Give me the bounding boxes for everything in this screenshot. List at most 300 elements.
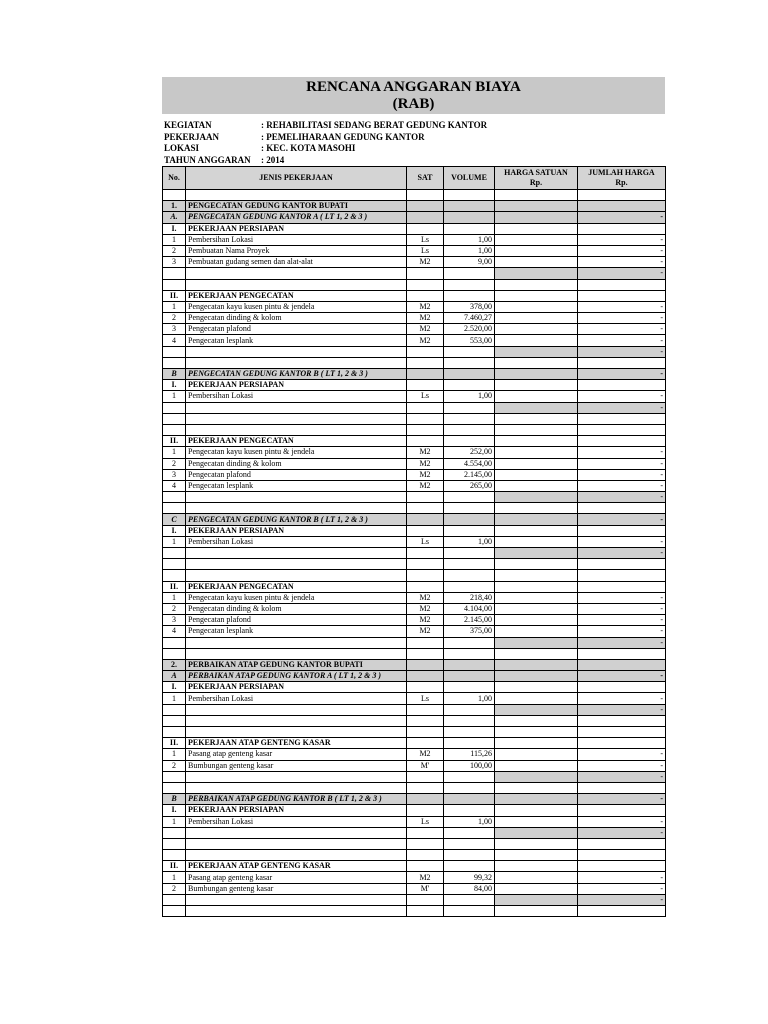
cell-sat [407, 794, 444, 805]
cell-harga-satuan [495, 816, 578, 827]
cell-jenis-pekerjaan [186, 894, 407, 905]
cell-no: 1 [163, 391, 186, 402]
cell-harga-satuan [495, 749, 578, 760]
cell-jenis-pekerjaan: Pengecatan lesplank [186, 480, 407, 491]
cell-harga-satuan [495, 727, 578, 738]
cell-no: 2 [163, 245, 186, 256]
cell-sat [407, 268, 444, 279]
cell-jumlah-harga [578, 659, 666, 670]
cell-sat [407, 369, 444, 380]
cell-no [163, 279, 186, 290]
cell-jumlah-harga [578, 805, 666, 816]
cell-jumlah-harga [578, 190, 666, 201]
group-row [163, 380, 666, 391]
cell-no [163, 771, 186, 782]
cell-harga-satuan [495, 592, 578, 603]
cell-volume [444, 436, 495, 447]
cell-sat [407, 190, 444, 201]
cell-volume [444, 659, 495, 670]
cell-sat: Ls [407, 391, 444, 402]
cell-volume: 1,00 [444, 245, 495, 256]
cell-harga-satuan [495, 335, 578, 346]
cell-volume [444, 503, 495, 514]
cell-jumlah-harga: - [578, 245, 666, 256]
cell-sat [407, 738, 444, 749]
cell-volume: 1,00 [444, 391, 495, 402]
cell-volume: 1,00 [444, 693, 495, 704]
cell-jumlah-harga: - [578, 894, 666, 905]
cell-no [163, 715, 186, 726]
cell-no: II. [163, 581, 186, 592]
cell-harga-satuan [495, 559, 578, 570]
item-row [163, 469, 666, 480]
info-value: : 2014 [261, 154, 285, 165]
cell-harga-satuan [495, 671, 578, 682]
cell-volume [444, 268, 495, 279]
cell-volume [444, 548, 495, 559]
cell-harga-satuan [495, 648, 578, 659]
cell-no [163, 559, 186, 570]
cell-jenis-pekerjaan [186, 715, 407, 726]
cell-jumlah-harga [578, 279, 666, 290]
cell-sat: M2 [407, 301, 444, 312]
cell-harga-satuan [495, 492, 578, 503]
cell-sat [407, 413, 444, 424]
cell-jenis-pekerjaan: PENGECATAN GEDUNG KANTOR BUPATI [186, 201, 407, 212]
item-row [163, 816, 666, 827]
cell-jenis-pekerjaan: Pasang atap genteng kasar [186, 872, 407, 883]
cell-volume [444, 906, 495, 917]
cell-volume [444, 805, 495, 816]
cell-no: B [163, 794, 186, 805]
blank-row [163, 413, 666, 424]
cell-volume [444, 738, 495, 749]
cell-jenis-pekerjaan [186, 268, 407, 279]
cell-no [163, 424, 186, 435]
cell-jenis-pekerjaan [186, 704, 407, 715]
cell-sat: M2 [407, 749, 444, 760]
cell-jumlah-harga [578, 223, 666, 234]
cell-no: 4 [163, 480, 186, 491]
cell-volume: 1,00 [444, 816, 495, 827]
subtotal-row [163, 771, 666, 782]
cell-jumlah-harga: - [578, 671, 666, 682]
cell-jenis-pekerjaan [186, 279, 407, 290]
cell-harga-satuan [495, 794, 578, 805]
cell-harga-satuan [495, 301, 578, 312]
cell-volume [444, 827, 495, 838]
info-row-pekerjaan [164, 132, 487, 144]
cell-sat [407, 279, 444, 290]
cell-jenis-pekerjaan: PEKERJAAN ATAP GENTENG KASAR [186, 861, 407, 872]
cell-harga-satuan [495, 402, 578, 413]
cell-volume [444, 525, 495, 536]
cell-sat [407, 223, 444, 234]
item-row [163, 536, 666, 547]
cell-volume [444, 424, 495, 435]
subsection-row [163, 671, 666, 682]
cell-sat [407, 548, 444, 559]
cell-jumlah-harga: - [578, 301, 666, 312]
cell-volume: 2.520,00 [444, 324, 495, 335]
cell-jenis-pekerjaan: PEKERJAAN ATAP GENTENG KASAR [186, 738, 407, 749]
cell-harga-satuan [495, 603, 578, 614]
cell-no: 2 [163, 458, 186, 469]
header-jenis-pekerjaan: JENIS PEKERJAAN [186, 167, 407, 190]
cell-jumlah-harga: - [578, 458, 666, 469]
cell-no: I. [163, 380, 186, 391]
cell-no: II. [163, 290, 186, 301]
cell-sat [407, 648, 444, 659]
cell-no [163, 268, 186, 279]
cell-jenis-pekerjaan: Pasang atap genteng kasar [186, 749, 407, 760]
cell-no [163, 492, 186, 503]
blank-row [163, 190, 666, 201]
cell-volume: 7.460,27 [444, 313, 495, 324]
cell-harga-satuan [495, 424, 578, 435]
cell-no: 1 [163, 536, 186, 547]
cell-jenis-pekerjaan: PENGECATAN GEDUNG KANTOR B ( LT 1, 2 & 3 ) [186, 514, 407, 525]
cell-jenis-pekerjaan: Pengecatan kayu kusen pintu & jendela [186, 301, 407, 312]
cell-harga-satuan [495, 257, 578, 268]
cell-jenis-pekerjaan: Pembersihan Lokasi [186, 693, 407, 704]
cell-volume [444, 637, 495, 648]
cell-harga-satuan [495, 268, 578, 279]
cell-jumlah-harga [578, 738, 666, 749]
cell-volume [444, 357, 495, 368]
cell-sat [407, 850, 444, 861]
cell-volume [444, 838, 495, 849]
cell-jenis-pekerjaan [186, 357, 407, 368]
cell-volume: 100,00 [444, 760, 495, 771]
cell-jumlah-harga: - [578, 704, 666, 715]
cell-volume [444, 492, 495, 503]
cell-volume: 2.145,00 [444, 615, 495, 626]
cell-volume [444, 682, 495, 693]
cell-volume [444, 715, 495, 726]
cell-jumlah-harga: - [578, 548, 666, 559]
cell-sat [407, 715, 444, 726]
cell-sat: M2 [407, 592, 444, 603]
cell-volume: 265,00 [444, 480, 495, 491]
cell-jenis-pekerjaan: Pembersihan Lokasi [186, 391, 407, 402]
cell-jumlah-harga: - [578, 313, 666, 324]
cell-harga-satuan [495, 201, 578, 212]
cell-harga-satuan [495, 290, 578, 301]
cell-jumlah-harga [578, 525, 666, 536]
header-jumlah-harga [578, 167, 666, 190]
blank-row [163, 782, 666, 793]
cell-jenis-pekerjaan: Pembuatan gudang semen dan alat-alat [186, 257, 407, 268]
cell-sat [407, 827, 444, 838]
cell-jenis-pekerjaan: PEKERJAAN PERSIAPAN [186, 525, 407, 536]
group-row [163, 682, 666, 693]
cell-volume: 553,00 [444, 335, 495, 346]
cell-jumlah-harga: - [578, 447, 666, 458]
document-title-box [162, 77, 665, 114]
cell-volume [444, 794, 495, 805]
cell-sat [407, 212, 444, 223]
header-jumlah-harga-unit: Rp. [615, 178, 628, 187]
info-value: : KEC. KOTA MASOHI [261, 143, 356, 153]
cell-harga-satuan [495, 436, 578, 447]
cell-no: 3 [163, 324, 186, 335]
cell-jenis-pekerjaan: Pengecatan plafond [186, 469, 407, 480]
cell-jenis-pekerjaan: PEKERJAAN PENGECATAN [186, 436, 407, 447]
cell-sat [407, 838, 444, 849]
header-volume: VOLUME [444, 167, 495, 190]
cell-no: 1 [163, 234, 186, 245]
cell-jenis-pekerjaan [186, 548, 407, 559]
cell-no: 3 [163, 469, 186, 480]
cell-sat: M' [407, 760, 444, 771]
cell-sat: M2 [407, 480, 444, 491]
cell-jumlah-harga: - [578, 626, 666, 637]
info-value: : PEMELIHARAAN GEDUNG KANTOR [261, 131, 425, 142]
cell-volume [444, 782, 495, 793]
group-row [163, 861, 666, 872]
cell-sat [407, 906, 444, 917]
cell-jumlah-harga [578, 559, 666, 570]
cell-harga-satuan [495, 234, 578, 245]
cell-sat: M2 [407, 335, 444, 346]
cell-jumlah-harga [578, 906, 666, 917]
cell-jumlah-harga: - [578, 234, 666, 245]
subsection-row [163, 794, 666, 805]
cell-harga-satuan [495, 715, 578, 726]
cell-jenis-pekerjaan: PERBAIKAN ATAP GEDUNG KANTOR B ( LT 1, 2 & 3 ) [186, 794, 407, 805]
cell-jenis-pekerjaan: PEKERJAAN PERSIAPAN [186, 223, 407, 234]
group-row [163, 290, 666, 301]
cell-no: 2 [163, 883, 186, 894]
cell-no [163, 346, 186, 357]
cell-sat: M2 [407, 626, 444, 637]
cell-jenis-pekerjaan: Pengecatan lesplank [186, 626, 407, 637]
info-key: KEGIATAN [164, 120, 212, 130]
cell-jumlah-harga [578, 290, 666, 301]
blank-row [163, 906, 666, 917]
cell-sat [407, 659, 444, 670]
cell-jenis-pekerjaan: PENGECATAN GEDUNG KANTOR B ( LT 1, 2 & 3 ) [186, 369, 407, 380]
cell-jenis-pekerjaan: Pengecatan plafond [186, 615, 407, 626]
cell-volume: 9,00 [444, 257, 495, 268]
cell-volume [444, 771, 495, 782]
cell-no: A. [163, 212, 186, 223]
cell-sat [407, 637, 444, 648]
group-row [163, 738, 666, 749]
item-row [163, 749, 666, 760]
cell-sat: M2 [407, 603, 444, 614]
cell-jumlah-harga: - [578, 369, 666, 380]
cell-harga-satuan [495, 480, 578, 491]
cell-volume [444, 850, 495, 861]
cell-no: I. [163, 223, 186, 234]
cell-harga-satuan [495, 380, 578, 391]
item-row [163, 760, 666, 771]
cell-no [163, 570, 186, 581]
header-no: No. [163, 167, 186, 190]
blank-row [163, 570, 666, 581]
cell-no: 2. [163, 659, 186, 670]
cell-jenis-pekerjaan: PEKERJAAN PERSIAPAN [186, 380, 407, 391]
table-body [163, 190, 666, 917]
cell-sat: Ls [407, 816, 444, 827]
cell-volume [444, 190, 495, 201]
cell-harga-satuan [495, 704, 578, 715]
cell-harga-satuan [495, 883, 578, 894]
cell-jumlah-harga [578, 782, 666, 793]
blank-row [163, 279, 666, 290]
cell-jumlah-harga: - [578, 212, 666, 223]
cell-harga-satuan [495, 659, 578, 670]
cell-no: 4 [163, 626, 186, 637]
cell-harga-satuan [495, 637, 578, 648]
cell-volume: 115,26 [444, 749, 495, 760]
cell-harga-satuan [495, 357, 578, 368]
cell-sat: Ls [407, 245, 444, 256]
cell-sat [407, 492, 444, 503]
cell-sat [407, 436, 444, 447]
cell-volume [444, 380, 495, 391]
header-harga-satuan-unit: Rp. [529, 178, 543, 187]
cell-no: 1 [163, 592, 186, 603]
cell-sat [407, 727, 444, 738]
cell-volume: 4.104,00 [444, 603, 495, 614]
item-row [163, 615, 666, 626]
cell-no [163, 190, 186, 201]
cell-no: B [163, 369, 186, 380]
cell-jumlah-harga [578, 648, 666, 659]
cell-no [163, 827, 186, 838]
cell-volume: 378,00 [444, 301, 495, 312]
cell-volume [444, 346, 495, 357]
cell-harga-satuan [495, 615, 578, 626]
cell-jenis-pekerjaan: PEKERJAAN PENGECATAN [186, 290, 407, 301]
cell-jumlah-harga: - [578, 268, 666, 279]
cell-no: I. [163, 682, 186, 693]
cell-sat [407, 894, 444, 905]
item-row [163, 603, 666, 614]
project-info [164, 120, 487, 166]
cell-sat [407, 424, 444, 435]
cell-jumlah-harga: - [578, 615, 666, 626]
cell-no: 2 [163, 603, 186, 614]
cell-volume [444, 201, 495, 212]
cell-jumlah-harga [578, 570, 666, 581]
cell-sat: M2 [407, 447, 444, 458]
cell-jenis-pekerjaan [186, 402, 407, 413]
cell-volume [444, 671, 495, 682]
cell-jenis-pekerjaan [186, 827, 407, 838]
cell-jenis-pekerjaan: Pengecatan plafond [186, 324, 407, 335]
cell-jenis-pekerjaan: Bumbungan genteng kasar [186, 760, 407, 771]
cell-volume [444, 290, 495, 301]
cell-harga-satuan [495, 223, 578, 234]
info-row-tahun [164, 155, 487, 167]
cell-sat [407, 771, 444, 782]
cell-no [163, 637, 186, 648]
cell-harga-satuan [495, 581, 578, 592]
cell-volume [444, 727, 495, 738]
info-row-lokasi [164, 143, 487, 155]
item-row [163, 257, 666, 268]
cell-jenis-pekerjaan [186, 727, 407, 738]
blank-row [163, 503, 666, 514]
blank-row [163, 648, 666, 659]
item-row [163, 883, 666, 894]
cell-no [163, 402, 186, 413]
cell-volume [444, 559, 495, 570]
cell-harga-satuan [495, 525, 578, 536]
cell-harga-satuan [495, 536, 578, 547]
cell-no: I. [163, 525, 186, 536]
cell-jumlah-harga: - [578, 794, 666, 805]
item-row [163, 693, 666, 704]
cell-volume [444, 413, 495, 424]
cell-sat [407, 704, 444, 715]
cell-jumlah-harga: - [578, 760, 666, 771]
cell-jumlah-harga: - [578, 514, 666, 525]
cell-no [163, 413, 186, 424]
cell-no: 1 [163, 816, 186, 827]
cell-volume: 252,00 [444, 447, 495, 458]
cell-harga-satuan [495, 369, 578, 380]
cell-volume: 218,40 [444, 592, 495, 603]
cell-no: 3 [163, 257, 186, 268]
cell-sat [407, 201, 444, 212]
cell-jenis-pekerjaan: Pengecatan kayu kusen pintu & jendela [186, 592, 407, 603]
cell-harga-satuan [495, 827, 578, 838]
subtotal-row [163, 827, 666, 838]
cell-sat: Ls [407, 536, 444, 547]
cell-sat: M' [407, 883, 444, 894]
cell-sat: Ls [407, 234, 444, 245]
cell-jenis-pekerjaan [186, 492, 407, 503]
cell-harga-satuan [495, 805, 578, 816]
document-subtitle: (RAB) [392, 96, 435, 112]
cell-sat [407, 346, 444, 357]
cell-jumlah-harga [578, 436, 666, 447]
cell-jenis-pekerjaan: Pengecatan lesplank [186, 335, 407, 346]
cell-harga-satuan [495, 469, 578, 480]
blank-row [163, 715, 666, 726]
cell-no [163, 894, 186, 905]
cell-jumlah-harga [578, 380, 666, 391]
subsection-row [163, 514, 666, 525]
cell-volume [444, 223, 495, 234]
cell-jumlah-harga: - [578, 469, 666, 480]
cell-volume [444, 279, 495, 290]
cell-jenis-pekerjaan [186, 570, 407, 581]
cell-volume: 1,00 [444, 234, 495, 245]
cell-jumlah-harga [578, 861, 666, 872]
info-value: : REHABILITASI SEDANG BERAT GEDUNG KANTOR [261, 120, 488, 130]
item-row [163, 391, 666, 402]
cell-volume [444, 212, 495, 223]
cell-harga-satuan [495, 693, 578, 704]
item-row [163, 447, 666, 458]
cell-no: I. [163, 805, 186, 816]
cell-volume [444, 648, 495, 659]
cell-harga-satuan [495, 514, 578, 525]
cell-jumlah-harga [578, 581, 666, 592]
cell-jenis-pekerjaan: PENGECATAN GEDUNG KANTOR A ( LT 1, 2 & 3 ) [186, 212, 407, 223]
cell-volume [444, 514, 495, 525]
cell-sat [407, 402, 444, 413]
cell-harga-satuan [495, 771, 578, 782]
cell-volume [444, 894, 495, 905]
cell-no [163, 727, 186, 738]
